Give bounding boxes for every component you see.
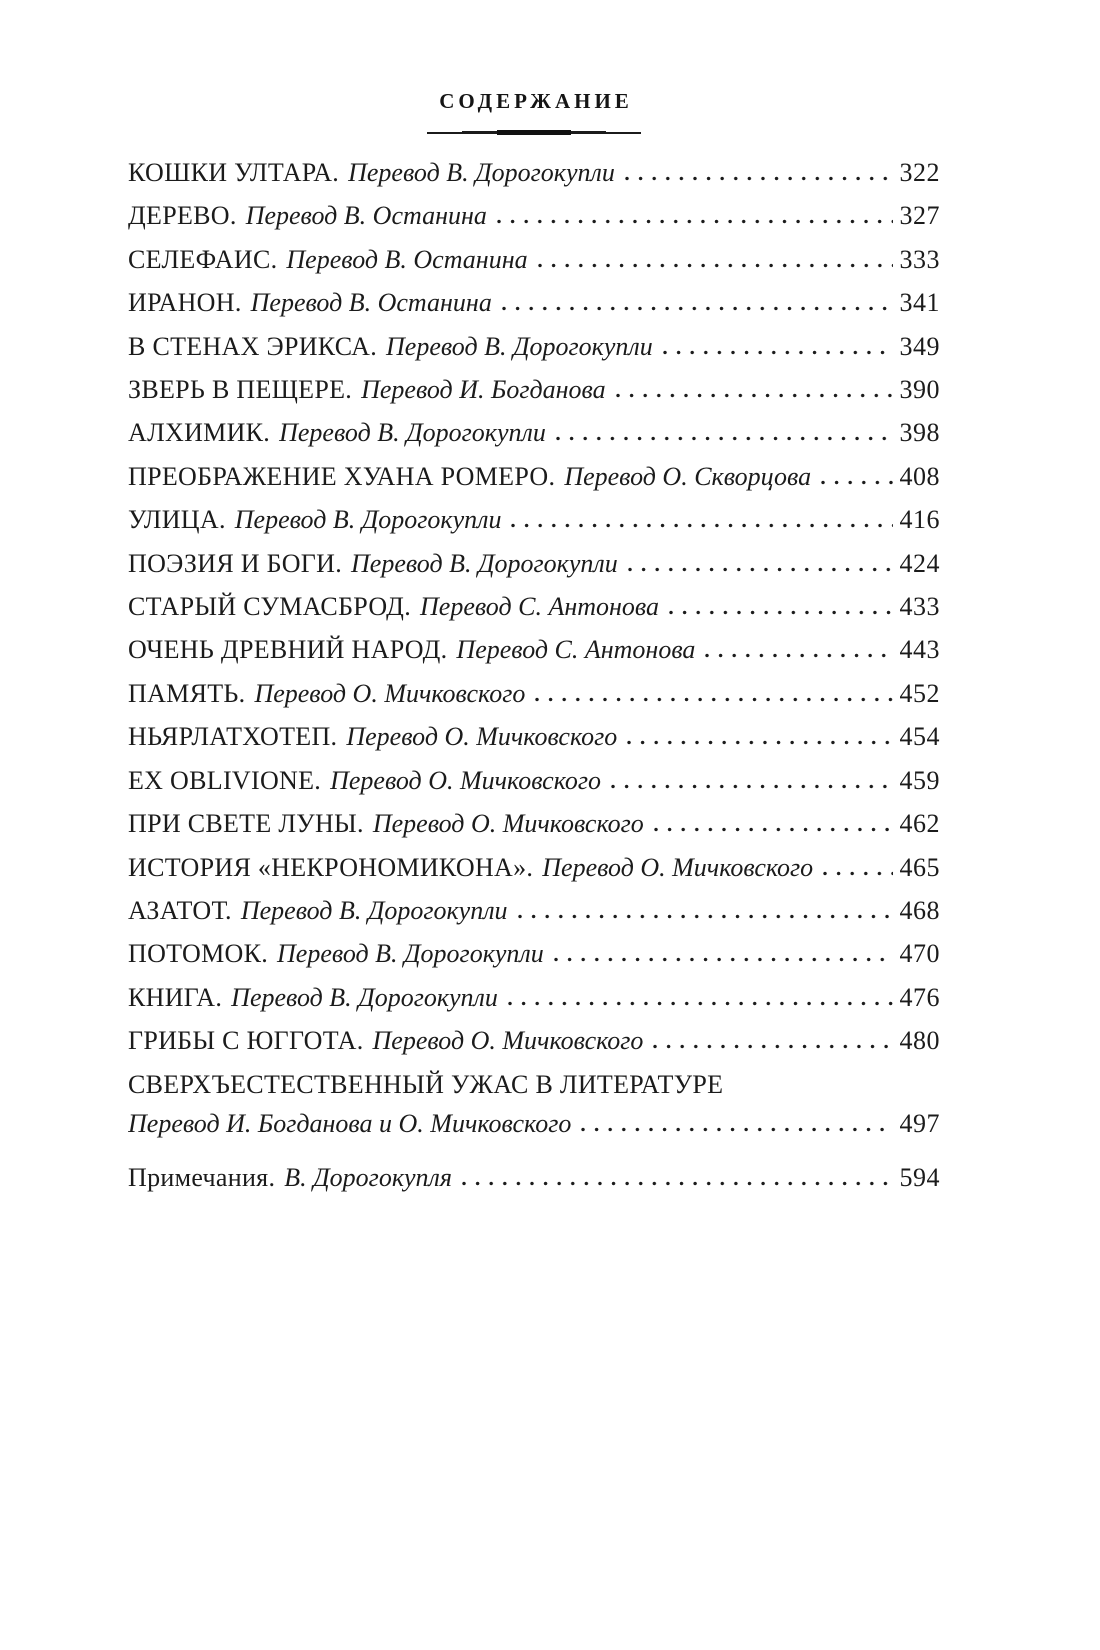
- toc-entry-page-number: 465: [899, 852, 940, 882]
- toc-entry-title: СТАРЫЙ СУМАСБРОД.: [128, 592, 411, 622]
- dot-leader: [625, 176, 893, 181]
- toc-entry-translator: Перевод В. Останина: [286, 244, 528, 274]
- toc-entry-title: КОШКИ УЛТАРА.: [128, 158, 340, 187]
- toc-entry: [128, 325, 940, 368]
- toc-entry-page-number: 416: [899, 505, 940, 535]
- toc-entry-translator: Перевод С. Антонова: [456, 635, 696, 665]
- toc-entry-continuation-line: [128, 1106, 940, 1141]
- toc-entry-page-number: 433: [899, 592, 940, 622]
- dot-leader: [654, 827, 893, 832]
- toc-entry-page-number: 497: [899, 1108, 940, 1138]
- toc-entry: [128, 628, 940, 671]
- decorative-rule: [427, 129, 641, 137]
- toc-entry-translator: Перевод В. Дорогокупли: [277, 939, 544, 969]
- toc-header: [128, 91, 940, 137]
- toc-entry-translator: Перевод В. Дорогокупли: [279, 418, 546, 448]
- toc-entry-title: ИСТОРИЯ «НЕКРОНОМИКОНА».: [128, 852, 534, 882]
- dot-leader: [556, 436, 893, 441]
- toc-entry-translator: Перевод С. Антонова: [420, 592, 660, 622]
- dot-leader: [823, 871, 892, 876]
- toc-page: [128, 0, 940, 1199]
- toc-entry-title: НЬЯРЛАТХОТЕП.: [128, 722, 338, 752]
- dot-leader: [462, 1181, 893, 1186]
- toc-entry-page-number: 349: [899, 331, 940, 361]
- toc-entry-title: ГРИБЫ С ЮГГОТА.: [128, 1026, 364, 1056]
- toc-entry-translator: Перевод О. Скворцова: [564, 461, 812, 491]
- toc-entry-translator: Перевод В. Дорогокупли: [386, 331, 653, 361]
- toc-entry-title: АЗАТОТ.: [128, 895, 232, 925]
- toc-entry-title: АЛХИМИК.: [128, 418, 271, 448]
- toc-entry-page-number: 390: [899, 375, 940, 405]
- toc-entry-page-number: 470: [899, 939, 940, 969]
- toc-entry-page-number: 327: [899, 201, 940, 231]
- toc-entry-page-number: 462: [899, 809, 940, 839]
- dot-leader: [663, 350, 893, 355]
- toc-entry: [128, 411, 940, 454]
- toc-entry-title: В СТЕНАХ ЭРИКСА.: [128, 331, 377, 361]
- dot-leader: [511, 523, 892, 528]
- toc-entry-page-number: 443: [899, 635, 940, 665]
- rule-thick-segment: [497, 130, 571, 135]
- toc-entry-page-number: 322: [899, 158, 940, 187]
- toc-entry-page-number: 341: [899, 288, 940, 318]
- toc-entry: [128, 976, 940, 1019]
- toc-entry: [128, 585, 940, 628]
- toc-entry-translator: Перевод О. Мичковского: [254, 678, 526, 708]
- toc-entry: [128, 846, 940, 889]
- toc-entry-translator: Перевод О. Мичковского: [372, 1026, 644, 1056]
- toc-entry-page-number: 398: [899, 418, 940, 448]
- toc-entry-page-number: 468: [899, 895, 940, 925]
- toc-entry: [128, 281, 940, 324]
- toc-entry-title: ИРАНОН.: [128, 288, 242, 318]
- dot-leader: [502, 306, 893, 311]
- toc-entry-title: ПРЕОБРАЖЕНИЕ ХУАНА РОМЕРО.: [128, 461, 556, 491]
- toc-list: [128, 151, 940, 1199]
- dot-leader: [538, 263, 893, 268]
- toc-entry-page-number: 480: [899, 1026, 940, 1056]
- toc-entry-title: ПАМЯТЬ.: [128, 678, 246, 708]
- toc-entry-page-number: 408: [899, 461, 940, 491]
- toc-entry-title-line: [128, 1063, 940, 1106]
- page-title: СОДЕРЖАНИЕ: [439, 89, 633, 113]
- toc-entry-page-number: 459: [899, 765, 940, 795]
- toc-entry-page-number: 452: [899, 678, 940, 708]
- dot-leader: [497, 219, 893, 224]
- toc-entry: [128, 368, 940, 411]
- toc-entry-translator: Перевод В. Останина: [250, 288, 492, 318]
- toc-entry: [128, 542, 940, 585]
- toc-entry-title: Примечания.: [128, 1162, 276, 1192]
- dot-leader: [705, 653, 892, 658]
- toc-entry: [128, 1156, 940, 1199]
- toc-entry-translator: Перевод В. Дорогокупли: [231, 982, 498, 1012]
- toc-entry-translator: Перевод В. Дорогокупли: [240, 895, 508, 925]
- toc-entry: [128, 932, 940, 975]
- dot-leader: [581, 1127, 892, 1132]
- toc-entry-title: СЕЛЕФАИС.: [128, 244, 278, 274]
- toc-entry-title: EX OBLIVIONE.: [128, 765, 322, 795]
- toc-entry: [128, 889, 940, 932]
- toc-entry-translator: Перевод О. Мичковского: [542, 852, 814, 882]
- dot-leader: [627, 740, 892, 745]
- toc-entry-translator: Перевод О. Мичковского: [346, 722, 618, 752]
- dot-leader: [518, 914, 893, 919]
- dot-leader: [535, 697, 892, 702]
- toc-entry: [128, 759, 940, 802]
- dot-leader: [669, 610, 892, 615]
- toc-entry-title: ЗВЕРЬ В ПЕЩЕРЕ.: [128, 375, 353, 405]
- dot-leader: [616, 393, 893, 398]
- toc-entry: [128, 238, 940, 281]
- toc-entry-title: СВЕРХЪЕСТЕСТВЕННЫЙ УЖАС В ЛИТЕРАТУРЕ: [128, 1069, 724, 1099]
- toc-entry-translator: В. Дорогокупля: [284, 1162, 452, 1192]
- toc-entry-translator: Перевод В. Останина: [245, 201, 487, 231]
- toc-entry: [128, 1019, 940, 1062]
- dot-leader: [554, 957, 893, 962]
- toc-entry-translator: Перевод В. Дорогокупли: [234, 505, 502, 535]
- toc-entry-translator: Перевод И. Богданова: [361, 375, 606, 405]
- toc-entry-title: ПОТОМОК.: [128, 939, 269, 969]
- toc-entry: [128, 194, 940, 237]
- toc-entry: [128, 455, 940, 498]
- toc-entry-title: ДЕРЕВО.: [128, 201, 237, 231]
- toc-entry-title: ПРИ СВЕТЕ ЛУНЫ.: [128, 809, 364, 839]
- toc-entry-title: УЛИЦА.: [128, 505, 226, 535]
- dot-leader: [508, 1001, 893, 1006]
- toc-entry: [128, 151, 940, 194]
- toc-entry-title: ПОЭЗИЯ И БОГИ.: [128, 548, 342, 578]
- toc-entry-page-number: 454: [899, 722, 940, 752]
- toc-entry: [128, 498, 940, 541]
- dot-leader: [628, 567, 893, 572]
- toc-entry-translator: Перевод В. Дорогокупли: [351, 548, 618, 578]
- toc-entry-translator: Перевод О. Мичковского: [372, 809, 644, 839]
- toc-entry: [128, 802, 940, 845]
- toc-entry-translator: Перевод О. Мичковского: [330, 765, 602, 795]
- dot-leader: [611, 784, 892, 789]
- toc-entry: [128, 715, 940, 758]
- dot-leader: [653, 1044, 892, 1049]
- toc-entry-translator: Перевод В. Дорогокупли: [348, 158, 615, 187]
- dot-leader: [821, 480, 892, 485]
- toc-entry-page-number: 476: [899, 982, 940, 1012]
- toc-entry: [128, 672, 940, 715]
- toc-entry-page-number: 424: [899, 548, 940, 578]
- toc-entry-translator: Перевод И. Богданова и О. Мичковского: [128, 1108, 572, 1138]
- toc-entry-title: КНИГА.: [128, 982, 223, 1012]
- toc-entry-page-number: 333: [899, 244, 940, 274]
- toc-entry-title: ОЧЕНЬ ДРЕВНИЙ НАРОД.: [128, 635, 448, 665]
- toc-entry-page-number: 594: [899, 1162, 940, 1192]
